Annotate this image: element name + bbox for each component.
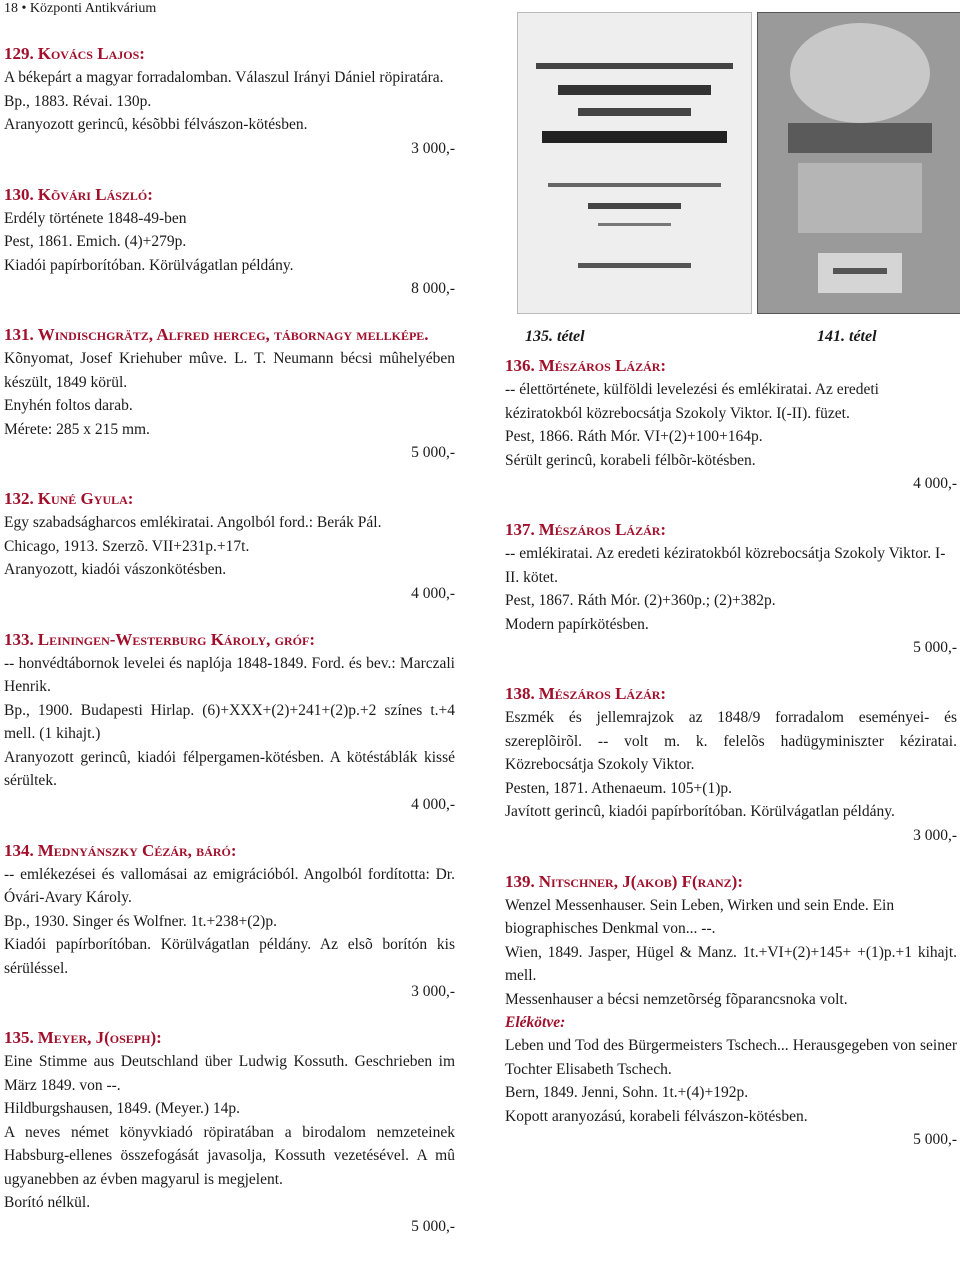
entry-title: 130. Kõvári László:: [4, 184, 153, 204]
entry-text: Sérült gerincû, korabeli félbõr-kötésben.: [505, 451, 756, 469]
catalog-entry-139: [505, 870, 957, 1153]
entry-text: Kiadói papírborítóban. Körülvágatlan példány. Az elsõ borítón kis sérüléssel.: [4, 936, 455, 977]
entry-text: Borító nélkül.: [4, 1194, 91, 1211]
entry-text: Pest, 1861. Emich. (4)+279p.: [4, 233, 187, 250]
entry-text: Wien, 1849. Jasper, Hügel & Manz. 1t.+VI+(2)+145+ +(1)p.+1 kihajt. mell.: [505, 943, 957, 984]
entry-text: Aranyozott gerincû, késõbbi félvászon-kötésben.: [4, 116, 308, 133]
image-captions: [505, 328, 957, 354]
entry-text: Bp., 1900. Budapesti Hirlap. (6)+XXX+(2)+241+(2)p.+2 színes t.+4 mell. (1 kihajt.): [4, 701, 455, 742]
page-number: 18: [4, 1, 18, 16]
catalog-entry-133: [4, 628, 455, 817]
page-header: [4, 0, 156, 18]
entry-text: Bp., 1930. Singer és Wolfner. 1t.+238+(2)p.: [4, 912, 277, 930]
catalog-entry-136: [505, 354, 957, 496]
entry-text: Kiadói papírborítóban. Körülvágatlan példány.: [4, 256, 294, 274]
entry-price: 4 000,-: [411, 795, 455, 813]
entry-price: 4 000,-: [411, 584, 455, 602]
entry-text: Pesten, 1871. Athenaeum. 105+(1)p.: [505, 779, 732, 797]
entry-text: Leben und Tod des Bürgermeisters Tschech... Herausgegeben von seiner Tochter Elisabeth Tschech.: [505, 1037, 957, 1078]
entry-text: Bern, 1849. Jenni, Sohn. 1t.+(4)+192p.: [505, 1084, 749, 1101]
catalog-entry-129: [4, 42, 455, 161]
entry-text: Hildburgshausen, 1849. (Meyer.) 14p.: [4, 1100, 241, 1117]
catalog-entry-134: [4, 839, 455, 1005]
entry-text: Enyhén foltos darab.: [4, 397, 133, 414]
entry-text: Modern papírkötésben.: [505, 615, 649, 633]
right-column: [505, 6, 957, 1174]
entry-title: 136. Mészáros Lázár:: [505, 356, 667, 375]
entry-text: Mérete: 285 x 215 mm.: [4, 420, 150, 438]
entry-price: 3 000,-: [411, 139, 455, 157]
entry-text: Erdély története 1848-49-ben: [4, 209, 187, 227]
entry-text: -- élettörténete, külföldi levelezési és emlékiratai. Az eredeti kéziratokból közrebocsátja Szokoly Viktor. I(-II). füzet.: [505, 381, 879, 422]
entry-price: 5 000,-: [411, 1217, 455, 1235]
catalog-entry-131: [4, 323, 455, 465]
entry-text: Javított gerincû, kiadói papírborítóban. Körülvágatlan példány.: [505, 803, 895, 820]
entry-text: -- honvédtábornok levelei és naplója 1848-1849. Ford. és bev.: Marczali Henrik.: [4, 654, 455, 695]
entry-text: Pest, 1866. Ráth Mór. VI+(2)+100+164p.: [505, 428, 763, 445]
catalog-title: Központi Antikvárium: [29, 1, 157, 16]
caption-135: 135. tétel: [525, 328, 585, 345]
entry-title: 132. Kuné Gyula:: [4, 489, 134, 508]
entry-title: 135. Meyer, J(oseph):: [4, 1028, 162, 1047]
entry-title: 133. Leiningen-Westerburg Károly, gróf:: [4, 629, 315, 649]
entry-price: 4 000,-: [913, 475, 957, 492]
entry-text: Eine Stimme aus Deutschland über Ludwig Kossuth. Geschrieben im März 1849. von --.: [4, 1053, 455, 1094]
entry-text: Kopott aranyozású, korabeli félvászon-kötésben.: [505, 1107, 808, 1125]
catalog-entry-132: [4, 487, 455, 606]
catalog-entry-130: [4, 183, 455, 302]
header-bullet: •: [21, 1, 27, 16]
entry-price: 3 000,-: [411, 983, 455, 1000]
book-images: [505, 12, 957, 312]
entry-title: 134. Mednyánszky Cézár, báró:: [4, 840, 237, 860]
entry-text: Chicago, 1913. Szerzõ. VII+231p.+17t.: [4, 537, 250, 555]
entry-price: 5 000,-: [411, 444, 455, 461]
book-cover-image-141: [757, 12, 960, 314]
entry-title: 129. Kovács Lajos:: [4, 44, 145, 63]
entry-price: 5 000,-: [913, 1131, 957, 1148]
entry-text: Pest, 1867. Ráth Mór. (2)+360p.; (2)+382p.: [505, 592, 776, 609]
entry-text: Aranyozott gerincû, kiadói félpergamen-kötésben. A kötéstáblák kissé sérültek.: [4, 748, 455, 789]
entry-price: 5 000,-: [913, 639, 957, 656]
entry-price: 3 000,-: [913, 826, 957, 844]
catalog-entry-138: [505, 682, 957, 848]
entry-text: Bp., 1883. Révai. 130p.: [4, 92, 152, 110]
entry-price: 8 000,-: [411, 280, 455, 297]
entry-text: Eszmék és jellemrajzok az 1848/9 forradalom eseményei- és szereplõirõl. -- volt m. k. felelõs hadügyminiszter kéziratai. Közrebocsátja Szokoly Viktor.: [505, 709, 957, 773]
catalog-entry-137: [505, 518, 957, 660]
entry-text: A neves német könyvkiadó röpiratában a birodalom nemzeteinek Habsburg-ellenes összefogását javasolja, Kossuth vezetésével. A mû ugyanebben az évben magyarul is megjelent.: [4, 1123, 455, 1188]
left-column: [4, 42, 455, 1261]
entry-text: -- emlékezései és vallomásai az emigrációból. Angolból fordította: Dr. Óvári-Avary Károly.: [4, 865, 455, 906]
entry-title: 139. Nitschner, J(akob) F(ranz):: [505, 871, 743, 891]
entry-text: Kõnyomat, Josef Kriehuber mûve. L. T. Neumann bécsi mûhelyében készült, 1849 körül.: [4, 350, 455, 391]
caption-141: 141. tétel: [817, 328, 877, 345]
bound-with-label: Elékötve:: [505, 1014, 566, 1031]
entry-text: Messenhauser a bécsi nemzetõrség fõparancsnoka volt.: [505, 990, 848, 1008]
entry-text: Egy szabadságharcos emlékiratai. Angolból ford.: Berák Pál.: [4, 514, 382, 531]
entry-text: -- emlékiratai. Az eredeti kéziratokból közrebocsátja Szokoly Viktor. I-II. kötet.: [505, 545, 946, 586]
entry-text: Wenzel Messenhauser. Sein Leben, Wirken und sein Ende. Ein biographisches Denkmal von... --.: [505, 896, 895, 937]
entry-title: 138. Mészáros Lázár:: [505, 684, 667, 703]
entry-text: Aranyozott, kiadói vászonkötésben.: [4, 561, 227, 578]
book-cover-image-135: [517, 12, 752, 314]
entry-text: A békepárt a magyar forradalomban. Válaszul Irányi Dániel röpiratára.: [4, 69, 444, 86]
catalog-entry-135: [4, 1026, 455, 1239]
entry-title: 131. Windischgrätz, Alfred herceg, tábornagy mellképe.: [4, 325, 429, 344]
entry-title: 137. Mészáros Lázár:: [505, 520, 667, 539]
